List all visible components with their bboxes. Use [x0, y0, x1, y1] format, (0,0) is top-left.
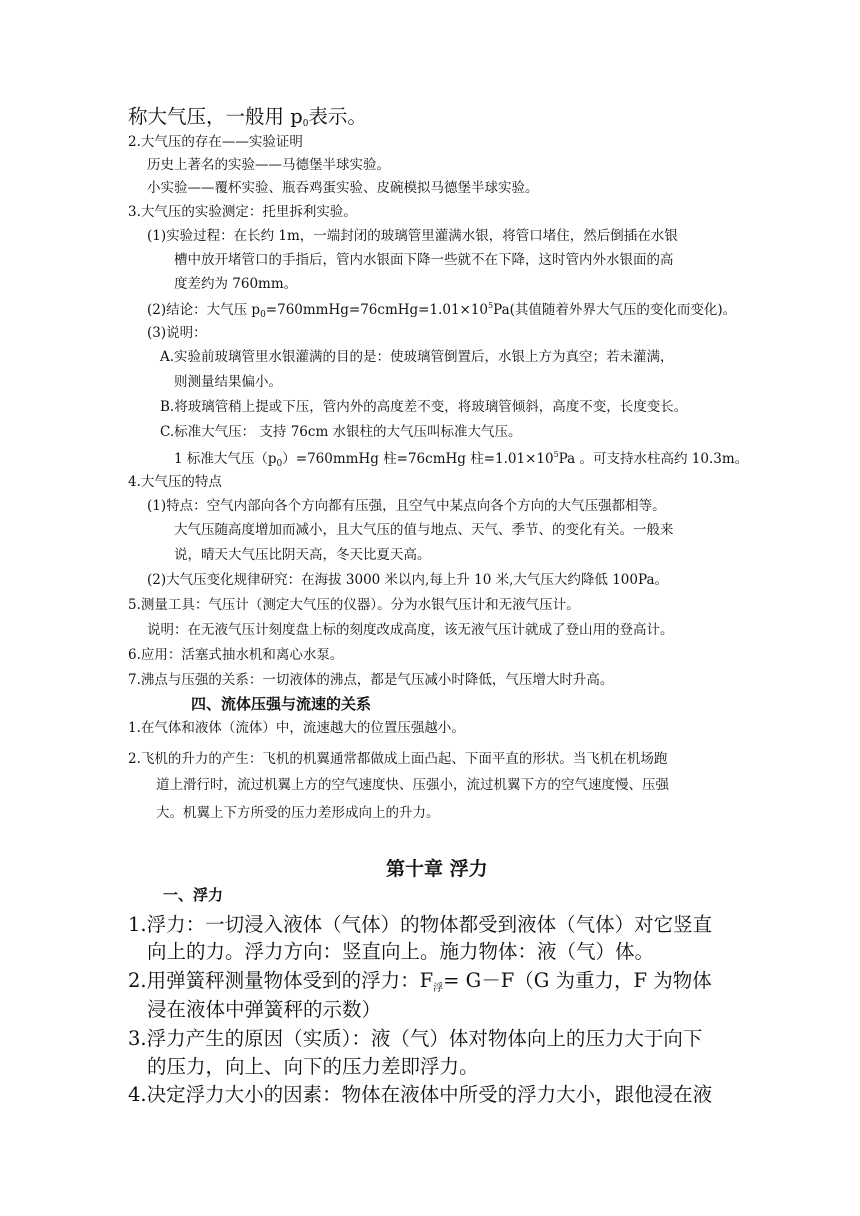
text-line: 历史上著名的实验——马德堡半球实验。: [147, 157, 390, 173]
text-line: 小实验——覆杯实验、瓶吞鸡蛋实验、皮碗模拟马德堡半球实验。: [147, 180, 539, 196]
list-item: 3.大气压的实验测定：托里拆利实验。: [128, 204, 357, 220]
text-line: 称大气压，一般用 $p_0$表示。: [128, 105, 367, 129]
sub-item: C.标准大气压： 支持 76cm 水银柱的大气压叫标准大气压。: [160, 424, 522, 440]
sub-item: (3)说明：: [147, 325, 207, 341]
section-heading: 一、浮力: [163, 886, 224, 904]
list-item: 6.应用：活塞式抽水机和离心水泵。: [128, 647, 344, 663]
list-item: 7.沸点与压强的关系：一切液体的沸点，都是气压减小时降低，气压增大时升高。: [128, 672, 614, 688]
text-line: 浸在液体中弹簧秤的示数）: [147, 998, 382, 1021]
text-line: 1 标准大气压$(p_0)=760mmHg$ 柱=76cmHg 柱$=1.01\times 10^5Pa$ 。可支持水柱高约 10.3m。: [174, 450, 749, 469]
list-item: 4.大气压的特点: [128, 474, 222, 490]
sub-item: (2)结论：大气压 $p_0=760mmHg=76cmHg=1.01\times 10^5Pa$(其值随着外界大气压的变化而变化)。: [147, 301, 737, 320]
text-line: 向上的力。浮力方向：竖直向上。施力物体：液（气）体。: [147, 940, 655, 963]
list-item: 5.测量工具：气压计（测定大气压的仪器）。分为水银气压计和无液气压计。: [128, 597, 580, 613]
sub-item: (2)大气压变化规律研究：在海拔 3000 米以内,每上升 10 米,大气压大约降低 100Pa。: [147, 572, 668, 588]
text-line: 则测量结果偏小。: [174, 374, 282, 390]
text-line: 大。机翼上下方所受的压力差形成向上的升力。: [156, 805, 440, 821]
list-item: 3.浮力产生的原因（实质）：液（气）体对物体向上的压力大于向下: [128, 1027, 703, 1050]
list-item: 4.决定浮力大小的因素：物体在液体中所受的浮力大小，跟他浸在液: [128, 1083, 713, 1106]
sub-item: (1)特点：空气内部向各个方向都有压强，且空气中某点向各个方向的大气压强都相等。: [147, 498, 666, 514]
section-heading: 四、流体压强与流速的关系: [191, 695, 372, 713]
text-line: 道上滑行时，流过机翼上方的空气速度快、压强小，流过机翼下方的空气速度慢、压强: [156, 777, 669, 793]
list-item: 1.浮力：一切浸入液体（气体）的物体都受到液体（气体）对它竖直: [128, 913, 713, 936]
sub-item: A.实验前玻璃管里水银灌满的目的是：使玻璃管倒置后，水银上方为真空；若未灌满，: [160, 349, 674, 365]
text-line: 说明：在无液气压计刻度盘上标的刻度改成高度，该无液气压计就成了登山用的登高计。: [147, 622, 674, 638]
sub-item: (1)实验过程：在长约 1m，一端封闭的玻璃管里灌满水银，将管口堵住，然后倒插在水银: [147, 228, 678, 244]
list-item: 2.大气压的存在——实验证明: [128, 134, 303, 150]
text-line: 大气压随高度增加而减小，且大气压的值与地点、天气、季节、的变化有关。一般来: [174, 522, 674, 538]
list-item: 1.在气体和液体（流体）中，流速越大的位置压强越小。: [128, 720, 465, 736]
text-line: 槽中放开堵管口的手指后，管内水银面下降一些就不在下降，这时管内外水银面的高: [174, 252, 674, 268]
list-item: 2.飞机的升力的产生：飞机的机翼通常都做成上面凸起、下面平直的形状。当飞机在机场跑: [128, 751, 668, 767]
list-item: 2.用弹簧秤测量物体受到的浮力：$F_浮= G-F(G$ 为重力，F 为物体: [128, 969, 712, 994]
text-line: 的压力，向上、向下的压力差即浮力。: [147, 1055, 479, 1078]
text-line: 说，晴天大气压比阴天高，冬天比夏天高。: [174, 547, 431, 563]
sub-item: B.将玻璃管稍上提或下压，管内外的高度差不变，将玻璃管倾斜，高度不变，长度变长。: [160, 399, 688, 415]
chapter-title: 第十章 浮力: [386, 858, 488, 880]
text-line: 度差约为 760mm。: [174, 276, 298, 292]
